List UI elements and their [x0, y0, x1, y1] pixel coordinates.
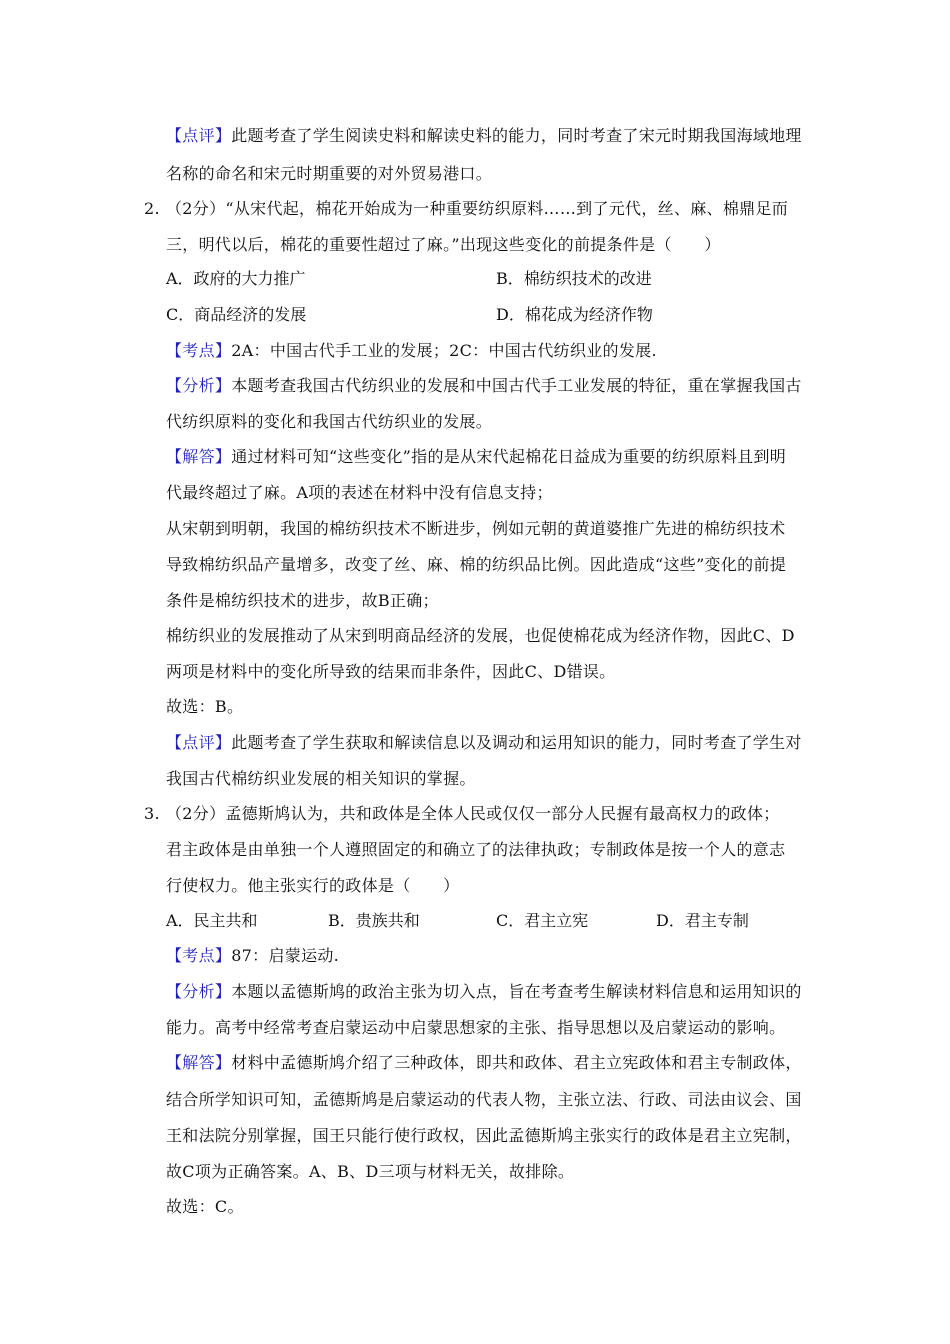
- q3-choice: 故选：C。: [166, 1197, 244, 1216]
- q2-option-d: D．棉花成为经济作物: [496, 305, 653, 324]
- q2-topic-line: 【考点】2A：中国古代手工业的发展；2C：中国古代纺织业的发展.: [166, 341, 657, 360]
- q3-option-d: D．君主专制: [656, 911, 749, 930]
- q3-answer-line-2: 结合所学知识可知，孟德斯鸠是启蒙运动的代表人物，主张立法、行政、司法由议会、国: [166, 1090, 802, 1109]
- q1-comment-line-2: 名称的命名和宋元时期重要的对外贸易港口。: [166, 164, 493, 183]
- comment-tag: 【点评】: [166, 733, 232, 752]
- q2-stem-line-1: （2分）“从宋代起，棉花开始成为一种重要纺织原料……到了元代，丝、麻、棉鼎足而: [166, 199, 789, 218]
- q3-stem-line-1: （2分）孟德斯鸠认为，共和政体是全体人民或仅仅一部分人民握有最高权力的政体；: [166, 804, 780, 823]
- q2-comment-line-2: 我国古代棉纺织业发展的相关知识的掌握。: [166, 769, 476, 788]
- q2-answer-line-5: 条件是棉纺织技术的进步，故B正确；: [166, 591, 439, 610]
- q3-answer-line-4: 故C项为正确答案。A、B、D三项与材料无关，故排除。: [166, 1162, 575, 1181]
- q3-analysis-line-2: 能力。高考中经常考查启蒙运动中启蒙思想家的主张、指导思想以及启蒙运动的影响。: [166, 1018, 786, 1037]
- answer-tag: 【解答】: [166, 1053, 232, 1072]
- q3-stem-line-3: 行使权力。他主张实行的政体是（ ）: [166, 876, 460, 895]
- q3-analysis-line-1: 【分析】本题以孟德斯鸠的政治主张为切入点，旨在考查考生解读材料信息和运用知识的: [166, 982, 802, 1001]
- q2-answer-line-2: 代最终超过了麻。A项的表述在材料中没有信息支持；: [166, 483, 553, 502]
- q3-topic-line: 【考点】87：启蒙运动.: [166, 946, 340, 965]
- q2-answer-line-6: 棉纺织业的发展推动了从宋到明商品经济的发展，也促使棉花成为经济作物，因此C、D: [166, 626, 795, 645]
- q3-option-c: C．君主立宪: [496, 911, 589, 930]
- q2-answer-line-4: 导致棉纺织品产量增多，改变了丝、麻、棉的纺织品比例。因此造成“这些”变化的前提: [166, 555, 787, 574]
- analysis-tag: 【分析】: [166, 376, 232, 395]
- analysis-tag: 【分析】: [166, 982, 232, 1001]
- q2-stem-line-2: 三，明代以后，棉花的重要性超过了麻。”出现这些变化的前提条件是（ ）: [166, 235, 721, 254]
- q2-choice: 故选：B。: [166, 697, 244, 716]
- q3-option-a: A．民主共和: [166, 911, 258, 930]
- q3-number: 3.: [144, 804, 160, 823]
- q2-option-c: C．商品经济的发展: [166, 305, 307, 324]
- q2-number: 2.: [144, 199, 160, 218]
- q2-answer-line-7: 两项是材料中的变化所导致的结果而非条件，因此C、D错误。: [166, 662, 616, 681]
- q2-answer-line-3: 从宋朝到明朝，我国的棉纺织技术不断进步，例如元朝的黄道婆推广先进的棉纺织技术: [166, 519, 786, 538]
- comment-tag: 【点评】: [166, 126, 232, 145]
- answer-tag: 【解答】: [166, 447, 232, 466]
- q1-comment-line-1: 【点评】此题考查了学生阅读史料和解读史料的能力，同时考查了宋元时期我国海域地理: [166, 126, 802, 145]
- q2-analysis-line-1: 【分析】本题考查我国古代纺织业的发展和中国古代手工业发展的特征，重在掌握我国古: [166, 376, 802, 395]
- q2-option-a: A．政府的大力推广: [166, 269, 306, 288]
- topic-tag: 【考点】: [166, 946, 232, 965]
- q3-option-b: B．贵族共和: [328, 911, 420, 930]
- q2-answer-line-1: 【解答】通过材料可知“这些变化”指的是从宋代起棉花日益成为重要的纺织原料且到明: [166, 447, 787, 466]
- q3-answer-line-1: 【解答】材料中孟德斯鸠介绍了三种政体，即共和政体、君主立宪政体和君主专制政体，: [166, 1053, 802, 1072]
- q2-option-b: B．棉纺织技术的改进: [496, 269, 652, 288]
- q3-stem-line-2: 君主政体是由单独一个人遵照固定的和确立了的法律执政；专制政体是按一个人的意志: [166, 840, 786, 859]
- q2-analysis-line-2: 代纺织原料的变化和我国古代纺织业的发展。: [166, 412, 493, 431]
- q2-comment-line-1: 【点评】此题考查了学生获取和解读信息以及调动和运用知识的能力，同时考查了学生对: [166, 733, 802, 752]
- q3-answer-line-3: 王和法院分别掌握，国王只能行使行政权，因此孟德斯鸠主张实行的政体是君主立宪制，: [166, 1126, 802, 1145]
- topic-tag: 【考点】: [166, 341, 232, 360]
